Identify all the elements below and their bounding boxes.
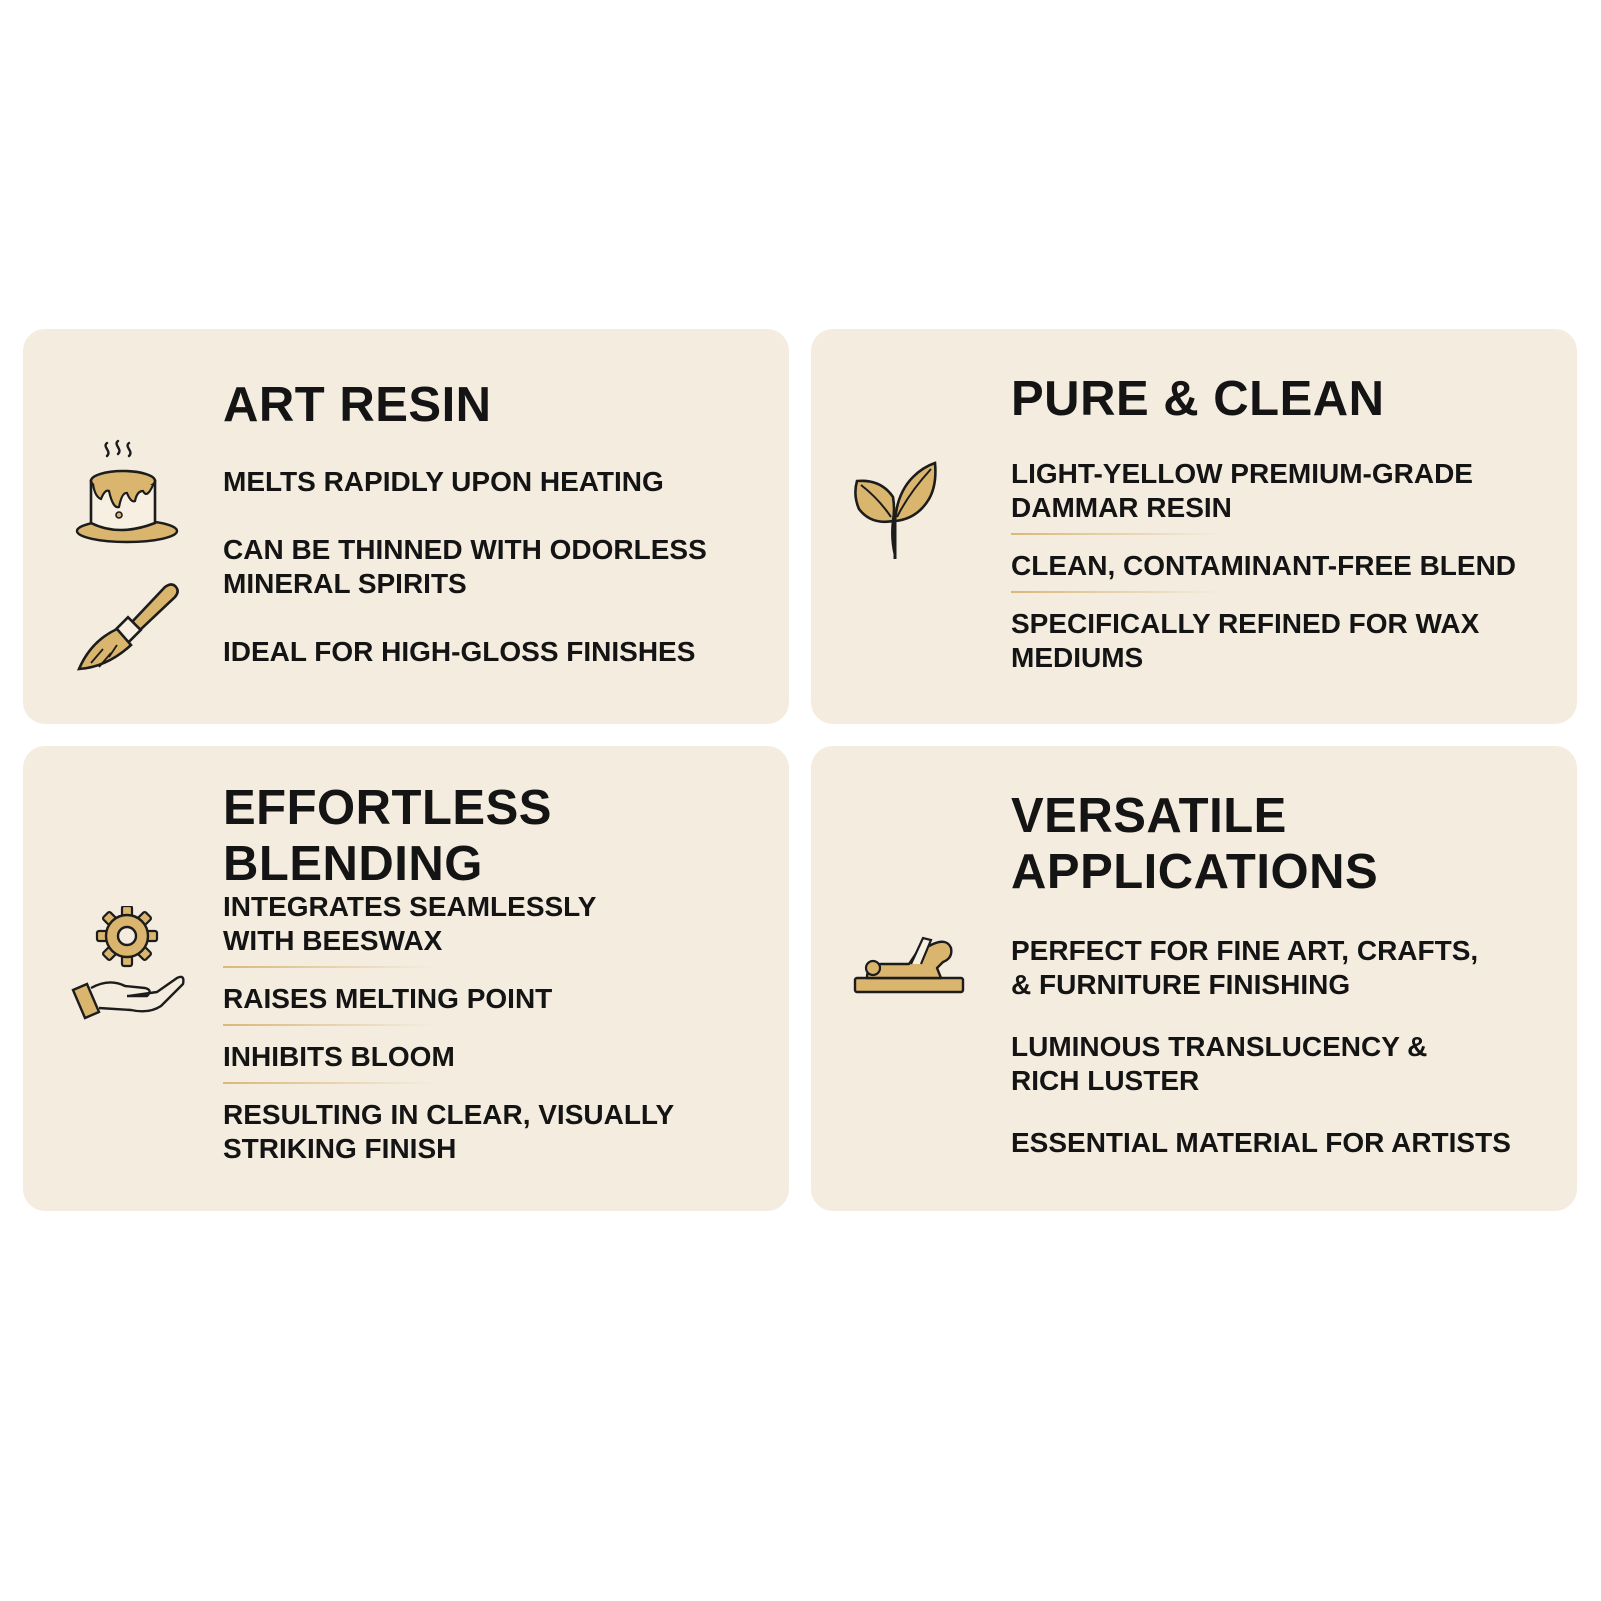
- paintbrush-icon: [73, 579, 183, 679]
- feature-item: INTEGRATES SEAMLESSLY WITH BEESWAX: [223, 891, 597, 956]
- divider: [1011, 591, 1221, 593]
- feature-card-versatile-applications: [811, 746, 1577, 1211]
- divider: [1011, 533, 1221, 535]
- feature-card-art-resin: [23, 329, 789, 724]
- feature-item: ESSENTIAL MATERIAL FOR ARTISTS: [1011, 1127, 1511, 1158]
- feature-list: [1011, 934, 1553, 1160]
- feature-list: [223, 465, 765, 669]
- feature-item: INHIBITS BLOOM: [223, 1041, 455, 1072]
- feature-list: [1011, 457, 1553, 675]
- feature-item: MELTS RAPIDLY UPON HEATING: [223, 466, 664, 497]
- card-title: VERSATILE APPLICATIONS: [1011, 789, 1379, 899]
- melting-pot-icon: [71, 437, 183, 549]
- divider: [223, 1024, 433, 1026]
- feature-item: CAN BE THINNED WITH ODORLESS MINERAL SPIRITS: [223, 534, 707, 599]
- feature-item: SPECIFICALLY REFINED FOR WAX MEDIUMS: [1011, 608, 1480, 673]
- feature-item: LUMINOUS TRANSLUCENCY & RICH LUSTER: [1011, 1031, 1428, 1096]
- divider: [223, 1082, 433, 1084]
- feature-item: IDEAL FOR HIGH-GLOSS FINISHES: [223, 636, 696, 667]
- card-title: EFFORTLESS BLENDING: [223, 781, 552, 891]
- feature-item: CLEAN, CONTAMINANT-FREE BLEND: [1011, 550, 1517, 581]
- feature-item: LIGHT-YELLOW PREMIUM-GRADE DAMMAR RESIN: [1011, 458, 1473, 523]
- leaf-icon: [851, 459, 939, 561]
- feature-item: PERFECT FOR FINE ART, CRAFTS, & FURNITURE FINISHING: [1011, 935, 1479, 1000]
- feature-list: [223, 890, 765, 1166]
- feature-card-pure-clean: [811, 329, 1577, 724]
- feature-item: RAISES MELTING POINT: [223, 983, 553, 1014]
- feature-item: RESULTING IN CLEAR, VISUALLY STRIKING FINISH: [223, 1099, 675, 1164]
- feature-card-effortless-blending: [23, 746, 789, 1211]
- card-title: ART RESIN: [223, 378, 492, 432]
- card-title: PURE & CLEAN: [1011, 372, 1385, 426]
- gear-hand-icon: [69, 906, 187, 1026]
- hand-plane-icon: [851, 934, 971, 998]
- divider: [223, 966, 433, 968]
